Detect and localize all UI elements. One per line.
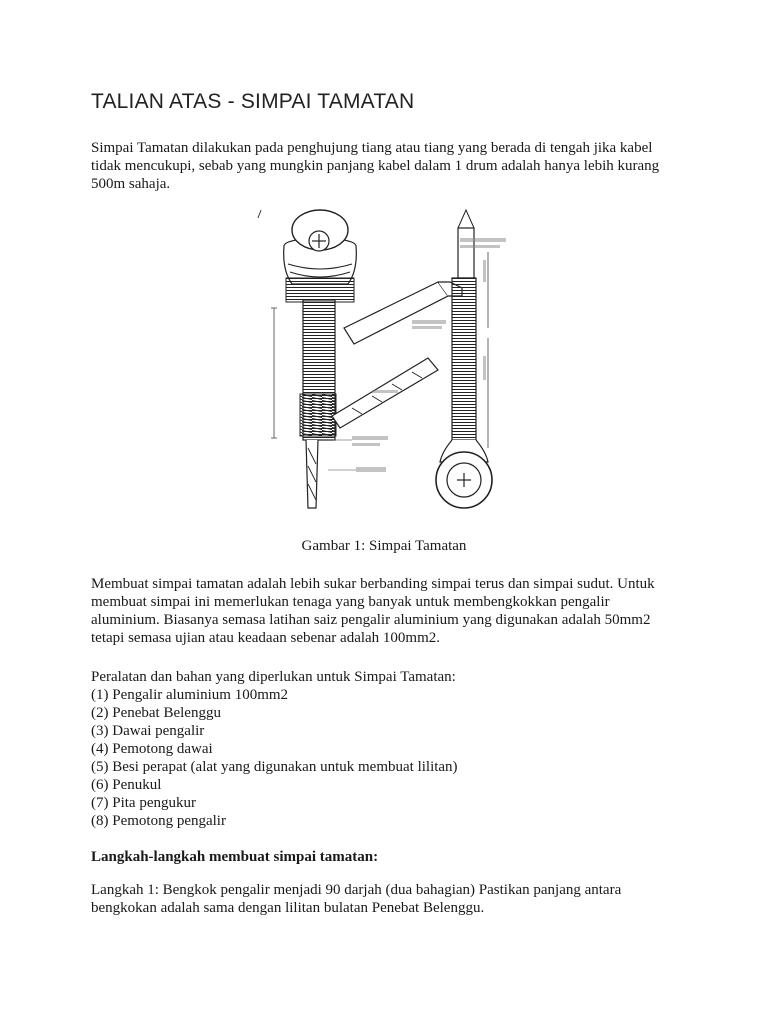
figure-caption: Gambar 1: Simpai Tamatan — [301, 538, 467, 554]
aluminium-conductor — [306, 436, 388, 508]
steps-heading: Langkah-langkah membuat simpai tamatan: — [91, 849, 379, 865]
binding-coil-right — [452, 210, 506, 448]
shackle-insulator — [284, 210, 357, 302]
step-1: Langkah 1: Bengkok pengalir menjadi 90 darjah (dua bahagian) Pastikan panjang antara bengkokan adalah sama dengan lilitan bulatan Penebat Belenggu. — [91, 882, 622, 916]
bent-conductor-lower — [332, 358, 438, 428]
intro-paragraph: Simpai Tamatan dilakukan pada penghujung tiang atau tiang yang berada di tengah jika kabel tidak mencukupi, sebab yang mungkin panjang kabel dalam 1 drum adalah hanya lebih kurang 500m sahaja. — [91, 140, 660, 192]
list-item: (1) Pengalir aluminium 100mm2 — [91, 687, 289, 703]
technical-drawing — [252, 208, 514, 520]
list-item: (2) Penebat Belenggu — [91, 705, 221, 721]
bent-conductor-upper — [344, 282, 462, 344]
figure-simpai-tamatan — [252, 208, 514, 520]
list-item: (7) Pita pengukur — [91, 795, 196, 811]
list-item: (8) Pemotong pengalir — [91, 813, 226, 829]
tools-list — [91, 686, 458, 830]
list-item: (3) Dawai pengalir — [91, 723, 205, 739]
corner-mark — [258, 210, 261, 218]
binding-coil-left — [271, 300, 336, 440]
tools-intro: Peralatan dan bahan yang diperlukan untuk Simpai Tamatan: — [91, 669, 456, 685]
list-item: (4) Pemotong dawai — [91, 741, 213, 757]
thimble-eye — [436, 440, 492, 508]
paragraph-2: Membuat simpai tamatan adalah lebih sukar berbanding simpai terus dan simpai sudut. Untuk membuat simpai ini memerlukan tenaga yang banyak untuk membengkokkan pengalir aluminium. Biasanya semasa latihan saiz pengalir aluminium yang digunakan adalah 50mm2 tetapi semasa ujian atau keadaan sebenar adalah 100mm2. — [91, 576, 655, 646]
page-title: TALIAN ATAS - SIMPAI TAMATAN — [91, 90, 415, 113]
list-item: (5) Besi perapat (alat yang digunakan untuk membuat lilitan) — [91, 759, 458, 775]
list-item: (6) Penukul — [91, 777, 162, 793]
